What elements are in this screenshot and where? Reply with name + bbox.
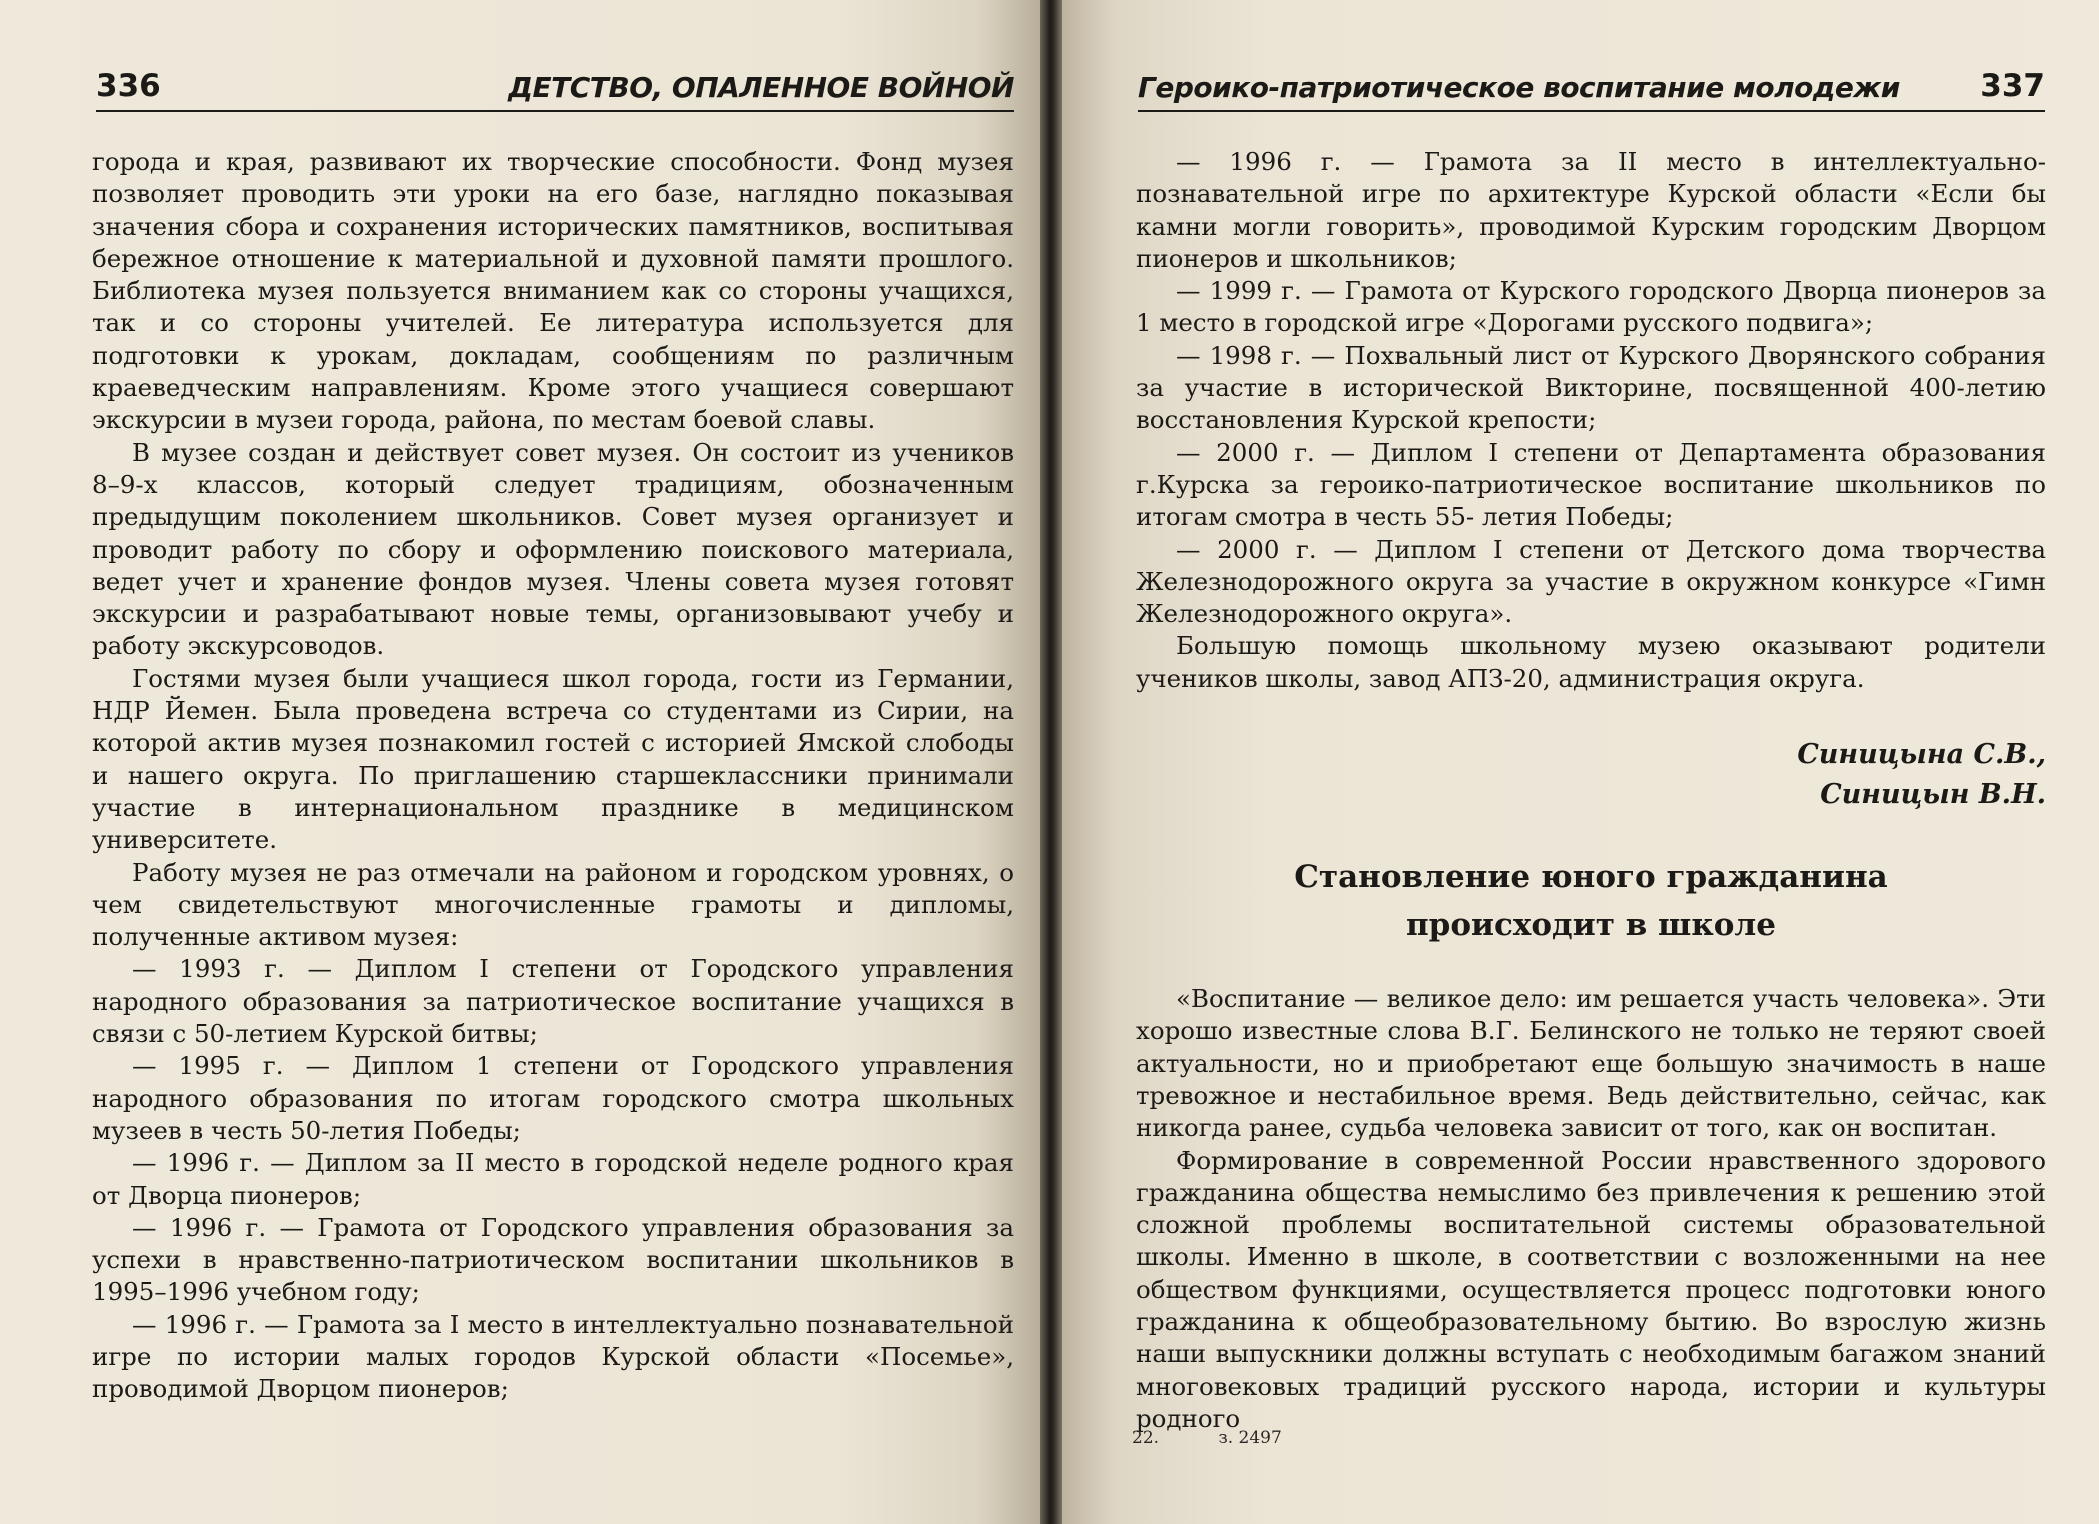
author-signature [1136, 735, 2046, 815]
order-number: з. 2497 [1218, 1428, 1282, 1448]
paragraph: Большую помощь школьному музею оказывают родители учеников школы, завод АПЗ-20, администрация округа. [1136, 631, 2046, 693]
body-text [92, 146, 1014, 1406]
section-title [1136, 853, 2046, 949]
paragraph: Работу музея не раз отмечали на районом и городском уровнях, о чем свидетельствуют многочисленные грамоты и дипломы, полученные активом музея: [92, 857, 1014, 952]
list-item: — 2000 г. — Диплом I степени от Детского дома творчества Железнодорожного округа за участие в окружном конкурсе «Гимн Железнодорожного округа». [1136, 534, 2046, 629]
list-item: — 1996 г. — Диплом за II место в городской неделе родного края от Дворца пионеров; [92, 1148, 1014, 1210]
page-number: 336 [96, 68, 161, 104]
paragraph: города и края, развивают их творческие способности. Фонд музея позволяет проводить эти уроки на его базе, наглядно показывая значения сбора и сохранения исторических памятников, воспитывая бережное отношение к материальной и духовной памяти прошлого. Библиотека музея пользуется вниманием как со стороны учащихся, так и со стороны учителей. Ее литература используется для подготовки к урокам, докладам, сообщениям по различным краеведческим направлениям. Кроме этого учащиеся совершают экскурсии в музеи города, района, по местам боевой славы. [92, 147, 1014, 435]
page-footer [1132, 1428, 1336, 1448]
body-text [1136, 146, 2046, 1435]
right-page [1062, 0, 2099, 1524]
list-item: — 1996 г. — Грамота за II место в интеллектуально-познавательной игре по архитектуре Курской области «Если бы камни могли говорить», проводимой Курским городским Дворцом пионеров и школьников; [1136, 147, 2046, 273]
list-item: — 1996 г. — Грамота от Городского управления образования за успехи в нравственно-патриотическом воспитании школьников в 1995–1996 учебном году; [92, 1212, 1014, 1307]
running-title: ДЕТСТВО, ОПАЛЕННОЕ ВОЙНОЙ [508, 71, 1014, 104]
list-item: — 1995 г. — Диплом 1 степени от Городского управления народного образования по итогам городского смотра школьных музеев в честь 50-летия Победы; [92, 1051, 1014, 1145]
author-name: Синицына С.В., [1797, 739, 2046, 771]
page-number: 337 [1980, 68, 2045, 104]
running-head [1138, 62, 2045, 112]
list-item: — 1999 г. — Грамота от Курского городского Дворца пионеров за 1 место в городской игре «Дорогами русского подвига»; [1136, 276, 2046, 338]
book-gutter [1040, 0, 1062, 1524]
running-title: Героико-патриотическое воспитание молодежи [1138, 71, 1900, 104]
paragraph: «Воспитание — великое дело: им решается участь человека». Эти хорошо известные слова В.Г. Белинского не только не теряют своей актуальности, но и приобретают еще большую значимость в наше тревожное и нестабильное время. Ведь действительно, сейчас, как никогда ранее, судьба человека зависит от того, как он воспитан. [1136, 984, 2046, 1143]
list-item: — 2000 г. — Диплом I степени от Департамента образования г.Курска за героико-патриотическое воспитание школьников по итогам смотра в честь 55- летия Победы; [1136, 437, 2046, 532]
author-name: Синицын В.Н. [1820, 779, 2046, 811]
section-title-line: происходит в школе [1405, 907, 1777, 944]
paragraph: Гостями музея были учащиеся школ города, гости из Германии, НДР Йемен. Была проведена встреча со студентами из Сирии, на которой актив музея познакомил гостей с историей Ямской слободы и нашего округа. По приглашению старшеклассники принимали участие в интернациональном празднике в медицинском университете. [92, 663, 1014, 855]
left-page [0, 0, 1040, 1524]
running-head [96, 62, 1014, 112]
paragraph: В музее создан и действует совет музея. Он состоит из учеников 8–9-х классов, который следует традициям, обозначенным предыдущим поколением школьников. Совет музея организует и проводит работу по сбору и оформлению поискового материала, ведет учет и хранение фондов музея. Члены совета музея готовят экскурсии и разрабатывают новые темы, организовывают учебу и работу экскурсоводов. [92, 437, 1014, 661]
list-item: — 1996 г. — Грамота за I место в интеллектуально познавательной игре по истории малых городов Курской области «Посемье», проводимой Дворцом пионеров; [92, 1309, 1014, 1404]
section-title-line: Становление юного гражданина [1294, 859, 1888, 896]
list-item: — 1993 г. — Диплом I степени от Городского управления народного образования за патриотическое воспитание учащихся в связи с 50-летием Курской битвы; [92, 954, 1014, 1049]
paragraph: Формирование в современной России нравственного здорового гражданина общества немыслимо без привлечения к решению этой сложной проблемы воспитательной системы образовательной школы. Именно в школе, в соответствии с возложенными на нее обществом функциями, осуществляется процесс подготовки юного гражданина к общеобразовательному бытию. Во взрослую жизнь наши выпускники должны вступать с необходимым багажом знаний многовековых традиций русского народа, истории и культуры родного [1136, 1145, 2046, 1433]
signature-mark: 22. [1132, 1428, 1160, 1448]
list-item: — 1998 г. — Похвальный лист от Курского Дворянского собрания за участие в исторической Викторине, посвященной 400-летию восстановления Курской крепости; [1136, 340, 2046, 435]
